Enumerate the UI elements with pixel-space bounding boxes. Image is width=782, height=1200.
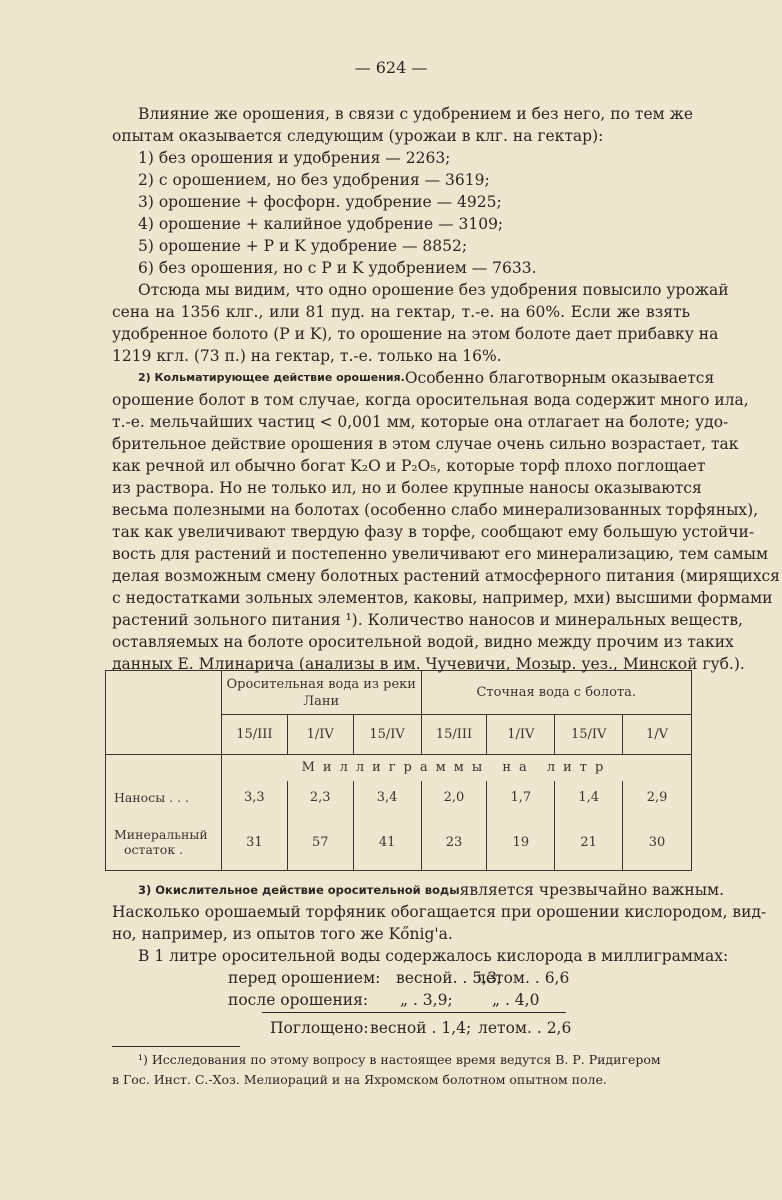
paragraph-line: брительное действие орошения в этом случае очень сильно возрастает, так <box>112 435 739 453</box>
paragraph-line: т.-е. мельчайших частиц < 0,001 мм, которые она отлагает на болоте; удо- <box>112 413 729 431</box>
oxygen-intro: В 1 литре оросительной воды содержалось кислорода в миллиграммах: <box>138 947 729 965</box>
after-label: после орошения: <box>228 991 369 1009</box>
table-cell: 23 <box>421 815 487 871</box>
paragraph-line: с недостатками зольных элементов, каковы, например, мхи) высшими формами <box>112 589 773 607</box>
paragraph-line: сена на 1356 клг., или 81 пуд. на гектар, т.-е. на 60%. Если же взять <box>112 303 690 321</box>
list-item: 6) без орошения, но с P и K удобрением — 7633. <box>138 259 537 277</box>
paragraph-line: весьма полезными на болотах (особенно слабо минерализованных торфяных), <box>112 501 759 519</box>
list-item: 3) орошение + фосфорн. удобрение — 4925; <box>138 193 502 211</box>
table-group-header <box>221 671 421 715</box>
date-header: 1/IV <box>487 715 555 755</box>
unit-label: Миллиграммы на литр <box>221 755 691 781</box>
date-header: 1/IV <box>287 715 353 755</box>
table-cell: 1,7 <box>487 781 555 815</box>
table-cell: 3,4 <box>353 781 421 815</box>
table-group-header <box>421 671 691 715</box>
date-header: 15/III <box>421 715 487 755</box>
paragraph-line: орошение болот в том случае, когда оросительная вода содержит много ила, <box>112 391 749 409</box>
date-header: 15/III <box>221 715 287 755</box>
list-item: 5) орошение + P и K удобрение — 8852; <box>138 237 468 255</box>
paragraph-line: Отсюда мы видим, что одно орошение без удобрения повысило урожай <box>138 281 729 299</box>
paragraph-line: как речной ил обычно богат K₂O и P₂O₅, которые торф плохо поглощает <box>112 457 706 475</box>
footnote-line-1: ¹) Исследования по этому вопросу в настоящее время ведутся В. Р. Ридигером <box>138 1052 661 1067</box>
absorbed-label: Поглощено: <box>270 1019 369 1037</box>
sum-rule <box>262 1012 566 1013</box>
list-item: 2) с орошением, но без удобрения — 3619; <box>138 171 490 189</box>
row-label <box>106 815 222 871</box>
paragraph-line: но, например, из опытов того же Kőnig'a. <box>112 925 453 943</box>
group-1-label: Оросительная вода из реки Лани <box>226 676 416 709</box>
footnote-line-2: в Гос. Инст. С.-Хоз. Мелиораций и на Яхромском болотном опытном поле. <box>112 1072 607 1087</box>
paragraph-line: Насколько орошаемый торфяник обогащается при орошении кислородом, вид- <box>112 903 767 921</box>
date-header: 15/IV <box>353 715 421 755</box>
table-cell: 30 <box>623 815 692 871</box>
table-cell: 1,4 <box>555 781 623 815</box>
intro-line-2: опытам оказывается следующим (урожаи в клг. на гектар): <box>112 127 604 145</box>
row-label-line-1: Минеральный <box>114 827 208 843</box>
table-cell: 2,3 <box>287 781 353 815</box>
table-cell: 19 <box>487 815 555 871</box>
table-cell: 2,0 <box>421 781 487 815</box>
intro-line-1: Влияние же орошения, в связи с удобрением и без него, по тем же <box>138 105 694 123</box>
paragraph-line: оставляемых на болоте оросительной водой, видно между прочим из таких <box>112 633 734 651</box>
table-cell: 2,9 <box>623 781 692 815</box>
table-cell: 41 <box>353 815 421 871</box>
date-header: 1/V <box>623 715 692 755</box>
page-number: — 624 — <box>354 58 428 77</box>
paragraph-line: делая возможным смену болотных растений атмосферного питания (мирящихся <box>112 567 780 585</box>
table-cell: 21 <box>555 815 623 871</box>
after-spring: „ . 3,9; <box>400 991 453 1009</box>
section-2-heading: 2) Кольматирующее действие орошения. <box>138 371 405 384</box>
absorbed-spring: весной . 1,4; <box>370 1019 472 1037</box>
section-3-line-rest: является чрезвычайно важным. <box>459 881 725 899</box>
table-cell: 31 <box>221 815 287 871</box>
before-spring: весной. . 5,3; <box>396 969 503 987</box>
section-3-heading: 3) Окислительное действие оросительной воды <box>138 883 460 897</box>
paragraph-line: вость для растений и постепенно увеличивают его минерализацию, тем самым <box>112 545 769 563</box>
row-label: Наносы . . . <box>106 781 222 815</box>
data-table <box>105 670 692 871</box>
paragraph-line: из раствора. Но не только ил, но и более крупные наносы оказываются <box>112 479 702 497</box>
row-label-line-2: остаток . <box>124 842 184 858</box>
group-2-label: Сточная вода с болота. <box>476 685 637 700</box>
table-cell: 57 <box>287 815 353 871</box>
paragraph-line: так как увеличивают твердую фазу в торфе, сообщают ему большую устойчи- <box>112 523 755 541</box>
table-row <box>106 781 692 815</box>
absorbed-summer: летом. . 2,6 <box>478 1019 572 1037</box>
table-corner <box>106 671 222 755</box>
footnote-rule <box>112 1046 240 1047</box>
list-item: 1) без орошения и удобрения — 2263; <box>138 149 451 167</box>
section-2-line-rest: Особенно благотворным оказывается <box>404 369 715 387</box>
section-3-first-line <box>138 880 725 900</box>
table-row <box>106 815 692 871</box>
before-summer: летом. . 6,6 <box>476 969 570 987</box>
paragraph-line: удобренное болото (P и K), то орошение на этом болоте дает прибавку на <box>112 325 719 343</box>
list-item: 4) орошение + калийное удобрение — 3109; <box>138 215 504 233</box>
paragraph-line: данных Е. Млинарича (анализы в им. Чучевичи, Мозыр. уез., Минской губ.). <box>112 655 745 673</box>
paragraph-line: 1219 кгл. (73 п.) на гектар, т.-е. только на 16%. <box>112 347 502 365</box>
after-summer: „ . 4,0 <box>492 991 540 1009</box>
date-header: 15/IV <box>555 715 623 755</box>
table-cell: 3,3 <box>221 781 287 815</box>
paragraph-line: растений зольного питания ¹). Количество наносов и минеральных веществ, <box>112 611 743 629</box>
before-label: перед орошением: <box>228 969 381 987</box>
section-2-first-line <box>138 368 715 388</box>
table-blank <box>106 755 222 781</box>
